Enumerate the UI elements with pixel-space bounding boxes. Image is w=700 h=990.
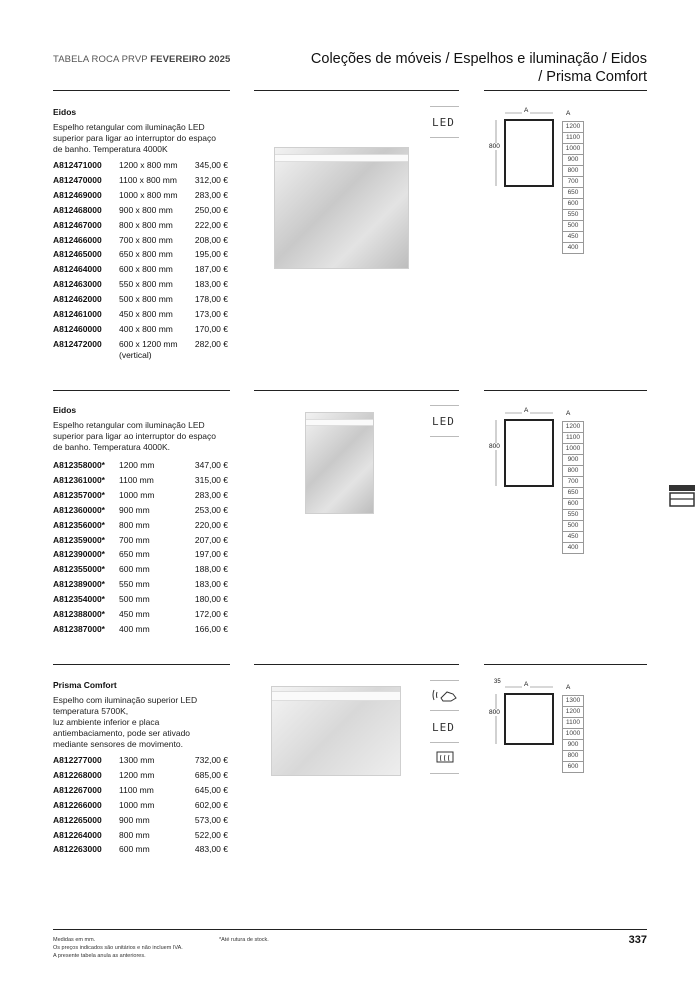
price-row [53, 175, 228, 187]
product-size: 550 mm [119, 579, 150, 590]
price-row [53, 338, 228, 360]
dim-table-header: A [566, 110, 571, 117]
product-size: 800 x 800 mm [119, 219, 173, 230]
dim-value: 700 [563, 476, 583, 487]
product-price: 522,00 € [194, 829, 228, 840]
product-code: A812263000 [53, 844, 102, 855]
product-price: 283,00 € [194, 189, 228, 200]
product-code: A812360000* [53, 504, 105, 515]
price-row [53, 309, 228, 321]
dim-value: 500 [563, 220, 583, 231]
product-size: 400 x 800 mm [119, 323, 173, 334]
product-code: A812358000* [53, 460, 105, 470]
price-row [53, 475, 228, 487]
price-row [53, 279, 228, 291]
divider [484, 664, 647, 665]
dim-value: 600 [563, 198, 583, 209]
product-price: 183,00 € [194, 579, 228, 590]
motion-sensor-icon [431, 686, 459, 704]
product-price: 573,00 € [194, 814, 228, 825]
dim-value: 1300 [563, 695, 583, 706]
price-row [53, 160, 228, 172]
price-row [53, 294, 228, 306]
dim-width-label: A [524, 407, 529, 414]
product-price: 220,00 € [194, 519, 228, 530]
price-row [53, 460, 228, 472]
price-row [53, 535, 228, 547]
dim-value: 550 [563, 209, 583, 220]
product-code: A812463000 [53, 279, 102, 290]
product-size: 500 mm [119, 594, 150, 605]
product-image-mirror [274, 147, 409, 269]
dim-width-label: A [524, 681, 529, 688]
product-image-mirror [271, 686, 401, 776]
price-row [53, 830, 228, 842]
antifog-icon [436, 751, 454, 767]
dim-value: 600 [563, 498, 583, 509]
product-price: 283,00 € [194, 489, 228, 500]
led-icon: LED [432, 116, 455, 129]
dim-value: 1100 [563, 132, 583, 143]
product-price: 732,00 € [194, 755, 228, 765]
price-row [53, 579, 228, 591]
dim-table-header: A [566, 684, 571, 691]
product-code: A812472000 [53, 338, 102, 349]
divider [484, 90, 647, 91]
divider [53, 664, 230, 665]
dim-value: 1200 [563, 421, 583, 432]
dim-value: 550 [563, 509, 583, 520]
price-row [53, 190, 228, 202]
product-code: A812462000 [53, 294, 102, 305]
product-size: 1200 x 800 mm [119, 160, 178, 170]
product-size: 800 mm [119, 829, 150, 840]
price-row [53, 324, 228, 336]
dim-value: 700 [563, 176, 583, 187]
price-row [53, 490, 228, 502]
product-price: 180,00 € [194, 594, 228, 605]
product-code: A812359000* [53, 534, 105, 545]
stock-note: *Até rutura de stock. [219, 937, 269, 943]
price-row [53, 549, 228, 561]
product-code: A812466000 [53, 234, 102, 245]
product-code: A812467000 [53, 219, 102, 230]
product-price: 222,00 € [194, 219, 228, 230]
product-code: A812468000 [53, 204, 102, 215]
dimension-drawing [484, 408, 564, 498]
product-size: 700 mm [119, 534, 150, 545]
divider [254, 390, 459, 391]
product-size: 1300 mm [119, 755, 155, 765]
price-row [53, 770, 228, 782]
product-size: 450 x 800 mm [119, 309, 173, 319]
price-row [53, 624, 228, 636]
furniture-tab-icon [668, 484, 696, 508]
product-price: 685,00 € [194, 769, 228, 780]
dim-value: 650 [563, 487, 583, 498]
dim-height-label: 800 [489, 443, 500, 450]
section-description: Espelho com iluminação superior LED temperatura 5700K, luz ambiente inferior e placa antiembaciamento, pode ser ativado mediante sensores de movimento. [53, 695, 198, 749]
divider [484, 390, 647, 391]
dim-width-label: A [524, 107, 529, 114]
led-icon: LED [432, 415, 455, 428]
section-description: Espelho retangular com iluminação LED superior para ligar ao interruptor do espaço de banho. Temperatura 4000K. [53, 420, 217, 452]
product-size: 400 mm [119, 623, 150, 634]
product-price: 312,00 € [194, 174, 228, 185]
price-row [53, 235, 228, 247]
product-code: A812264000 [53, 829, 102, 840]
product-code: A812357000* [53, 489, 105, 500]
dimension-drawing [484, 682, 564, 756]
price-row [53, 249, 228, 261]
price-row [53, 844, 228, 856]
product-code: A812469000 [53, 189, 102, 200]
price-row [53, 205, 228, 217]
product-price: 187,00 € [194, 264, 228, 275]
dim-value: 800 [563, 165, 583, 176]
product-size: 1100 mm [119, 474, 154, 485]
product-price: 282,00 € [194, 338, 228, 349]
dim-value: 1100 [563, 717, 583, 728]
dim-table [562, 421, 584, 554]
dim-height-label: 800 [489, 709, 500, 716]
product-size: 600 mm [119, 564, 150, 575]
product-price: 602,00 € [194, 799, 228, 810]
product-code: A812465000 [53, 249, 102, 260]
product-code: A812361000* [53, 474, 105, 485]
price-row [53, 785, 228, 797]
product-code: A812355000* [53, 564, 105, 575]
price-row [53, 564, 228, 576]
product-price: 173,00 € [194, 309, 228, 319]
section-title: Eidos [53, 107, 77, 117]
divider [254, 90, 459, 91]
dim-value: 450 [563, 231, 583, 242]
product-code: A812464000 [53, 264, 102, 275]
product-size: 900 mm [119, 504, 150, 515]
price-row [53, 594, 228, 606]
product-code: A812266000 [53, 799, 102, 810]
page-number: 337 [628, 934, 647, 946]
dimension-drawing [484, 108, 564, 198]
product-size: 1000 mm [119, 799, 155, 810]
section-title: Prisma Comfort [53, 680, 117, 690]
product-code: A812460000 [53, 323, 102, 334]
dim-value: 400 [563, 242, 583, 253]
product-price: 178,00 € [194, 294, 228, 305]
price-row [53, 800, 228, 812]
dim-value: 450 [563, 531, 583, 542]
divider [53, 390, 230, 391]
product-code: A812387000* [53, 623, 105, 634]
product-size: 900 x 800 mm [119, 204, 173, 215]
product-size: 700 x 800 mm [119, 234, 173, 245]
dim-value: 1000 [563, 728, 583, 739]
product-price: 195,00 € [194, 249, 228, 260]
dim-value: 900 [563, 454, 583, 465]
product-size: 1200 mm [119, 460, 155, 470]
dim-value: 600 [563, 761, 583, 772]
product-code: A812390000* [53, 549, 105, 560]
product-size: 800 mm [119, 519, 150, 530]
product-code: A812267000 [53, 784, 102, 795]
product-size: 550 x 800 mm [119, 279, 173, 290]
divider [254, 664, 459, 665]
product-code: A812470000 [53, 174, 102, 185]
product-size: 1100 x 800 mm [119, 174, 177, 185]
product-size: 1000 mm [119, 489, 155, 500]
product-price: 345,00 € [194, 160, 228, 170]
product-size: 1000 x 800 mm [119, 189, 178, 200]
dim-value: 500 [563, 520, 583, 531]
product-price: 207,00 € [194, 534, 228, 545]
product-price: 188,00 € [194, 564, 228, 575]
dim-value: 1000 [563, 443, 583, 454]
product-size: 500 x 800 mm [119, 294, 173, 305]
dim-table-header: A [566, 410, 571, 417]
section-title: Eidos [53, 405, 77, 415]
product-price: 197,00 € [194, 549, 228, 560]
dim-value: 1100 [563, 432, 583, 443]
product-price: 645,00 € [194, 784, 228, 795]
product-size: 600 x 1200 mm [119, 338, 178, 349]
product-price: 172,00 € [194, 609, 228, 619]
price-row [53, 520, 228, 532]
product-price: 183,00 € [194, 279, 228, 290]
product-code: A812389000* [53, 579, 105, 590]
product-code: A812277000 [53, 755, 102, 765]
dim-value: 1000 [563, 143, 583, 154]
product-price: 347,00 € [194, 460, 228, 470]
price-row [53, 755, 228, 767]
price-row [53, 609, 228, 621]
product-code: A812356000* [53, 519, 105, 530]
product-code: A812388000* [53, 609, 105, 619]
section-description: Espelho retangular com iluminação LED superior para ligar ao interruptor do espaço de banho. Temperatura 4000K [53, 122, 217, 154]
dim-table [562, 121, 584, 254]
product-code: A812268000 [53, 769, 102, 780]
dim-value: 800 [563, 750, 583, 761]
dim-value: 400 [563, 542, 583, 553]
dim-value: 1200 [563, 121, 583, 132]
product-code: A812471000 [53, 160, 102, 170]
divider [53, 90, 230, 91]
footer-notes: Medidas em mm. Os preços indicados são unitários e não incluem IVA. A presente tabela anula as anteriores. [53, 937, 183, 959]
product-size: 1100 mm [119, 784, 154, 795]
product-size: 650 mm [119, 549, 150, 560]
footer-divider [53, 929, 647, 930]
dim-height-label: 800 [489, 143, 500, 150]
price-row [53, 264, 228, 276]
orientation-note: (vertical) [119, 349, 152, 360]
dim-value: 900 [563, 739, 583, 750]
dim-depth-label: 35 [494, 679, 501, 685]
header-left: TABELA ROCA PRVP FEVEREIRO 2025 [53, 54, 231, 65]
price-row [53, 220, 228, 232]
product-price: 315,00 € [194, 474, 228, 485]
price-row [53, 505, 228, 517]
product-code: A812265000 [53, 814, 102, 825]
product-code: A812354000* [53, 594, 105, 605]
product-size: 600 mm [119, 844, 150, 855]
led-icon: LED [432, 721, 455, 734]
product-image-mirror [305, 412, 374, 514]
price-row [53, 815, 228, 827]
product-size: 900 mm [119, 814, 150, 825]
page-title: Coleções de móveis / Espelhos e iluminação / Eidos / Prisma Comfort [310, 51, 647, 85]
product-price: 483,00 € [194, 844, 228, 855]
product-price: 166,00 € [194, 623, 228, 634]
product-code: A812461000 [53, 309, 102, 319]
product-price: 208,00 € [194, 234, 228, 245]
product-price: 253,00 € [194, 504, 228, 515]
product-price: 250,00 € [194, 204, 228, 215]
dim-value: 900 [563, 154, 583, 165]
product-size: 650 x 800 mm [119, 249, 173, 260]
dim-value: 1200 [563, 706, 583, 717]
dim-value: 800 [563, 465, 583, 476]
dim-table [562, 695, 584, 773]
product-size: 600 x 800 mm [119, 264, 173, 275]
product-price: 170,00 € [194, 323, 228, 334]
product-size: 450 mm [119, 609, 150, 619]
dim-value: 650 [563, 187, 583, 198]
product-size: 1200 mm [119, 769, 155, 780]
